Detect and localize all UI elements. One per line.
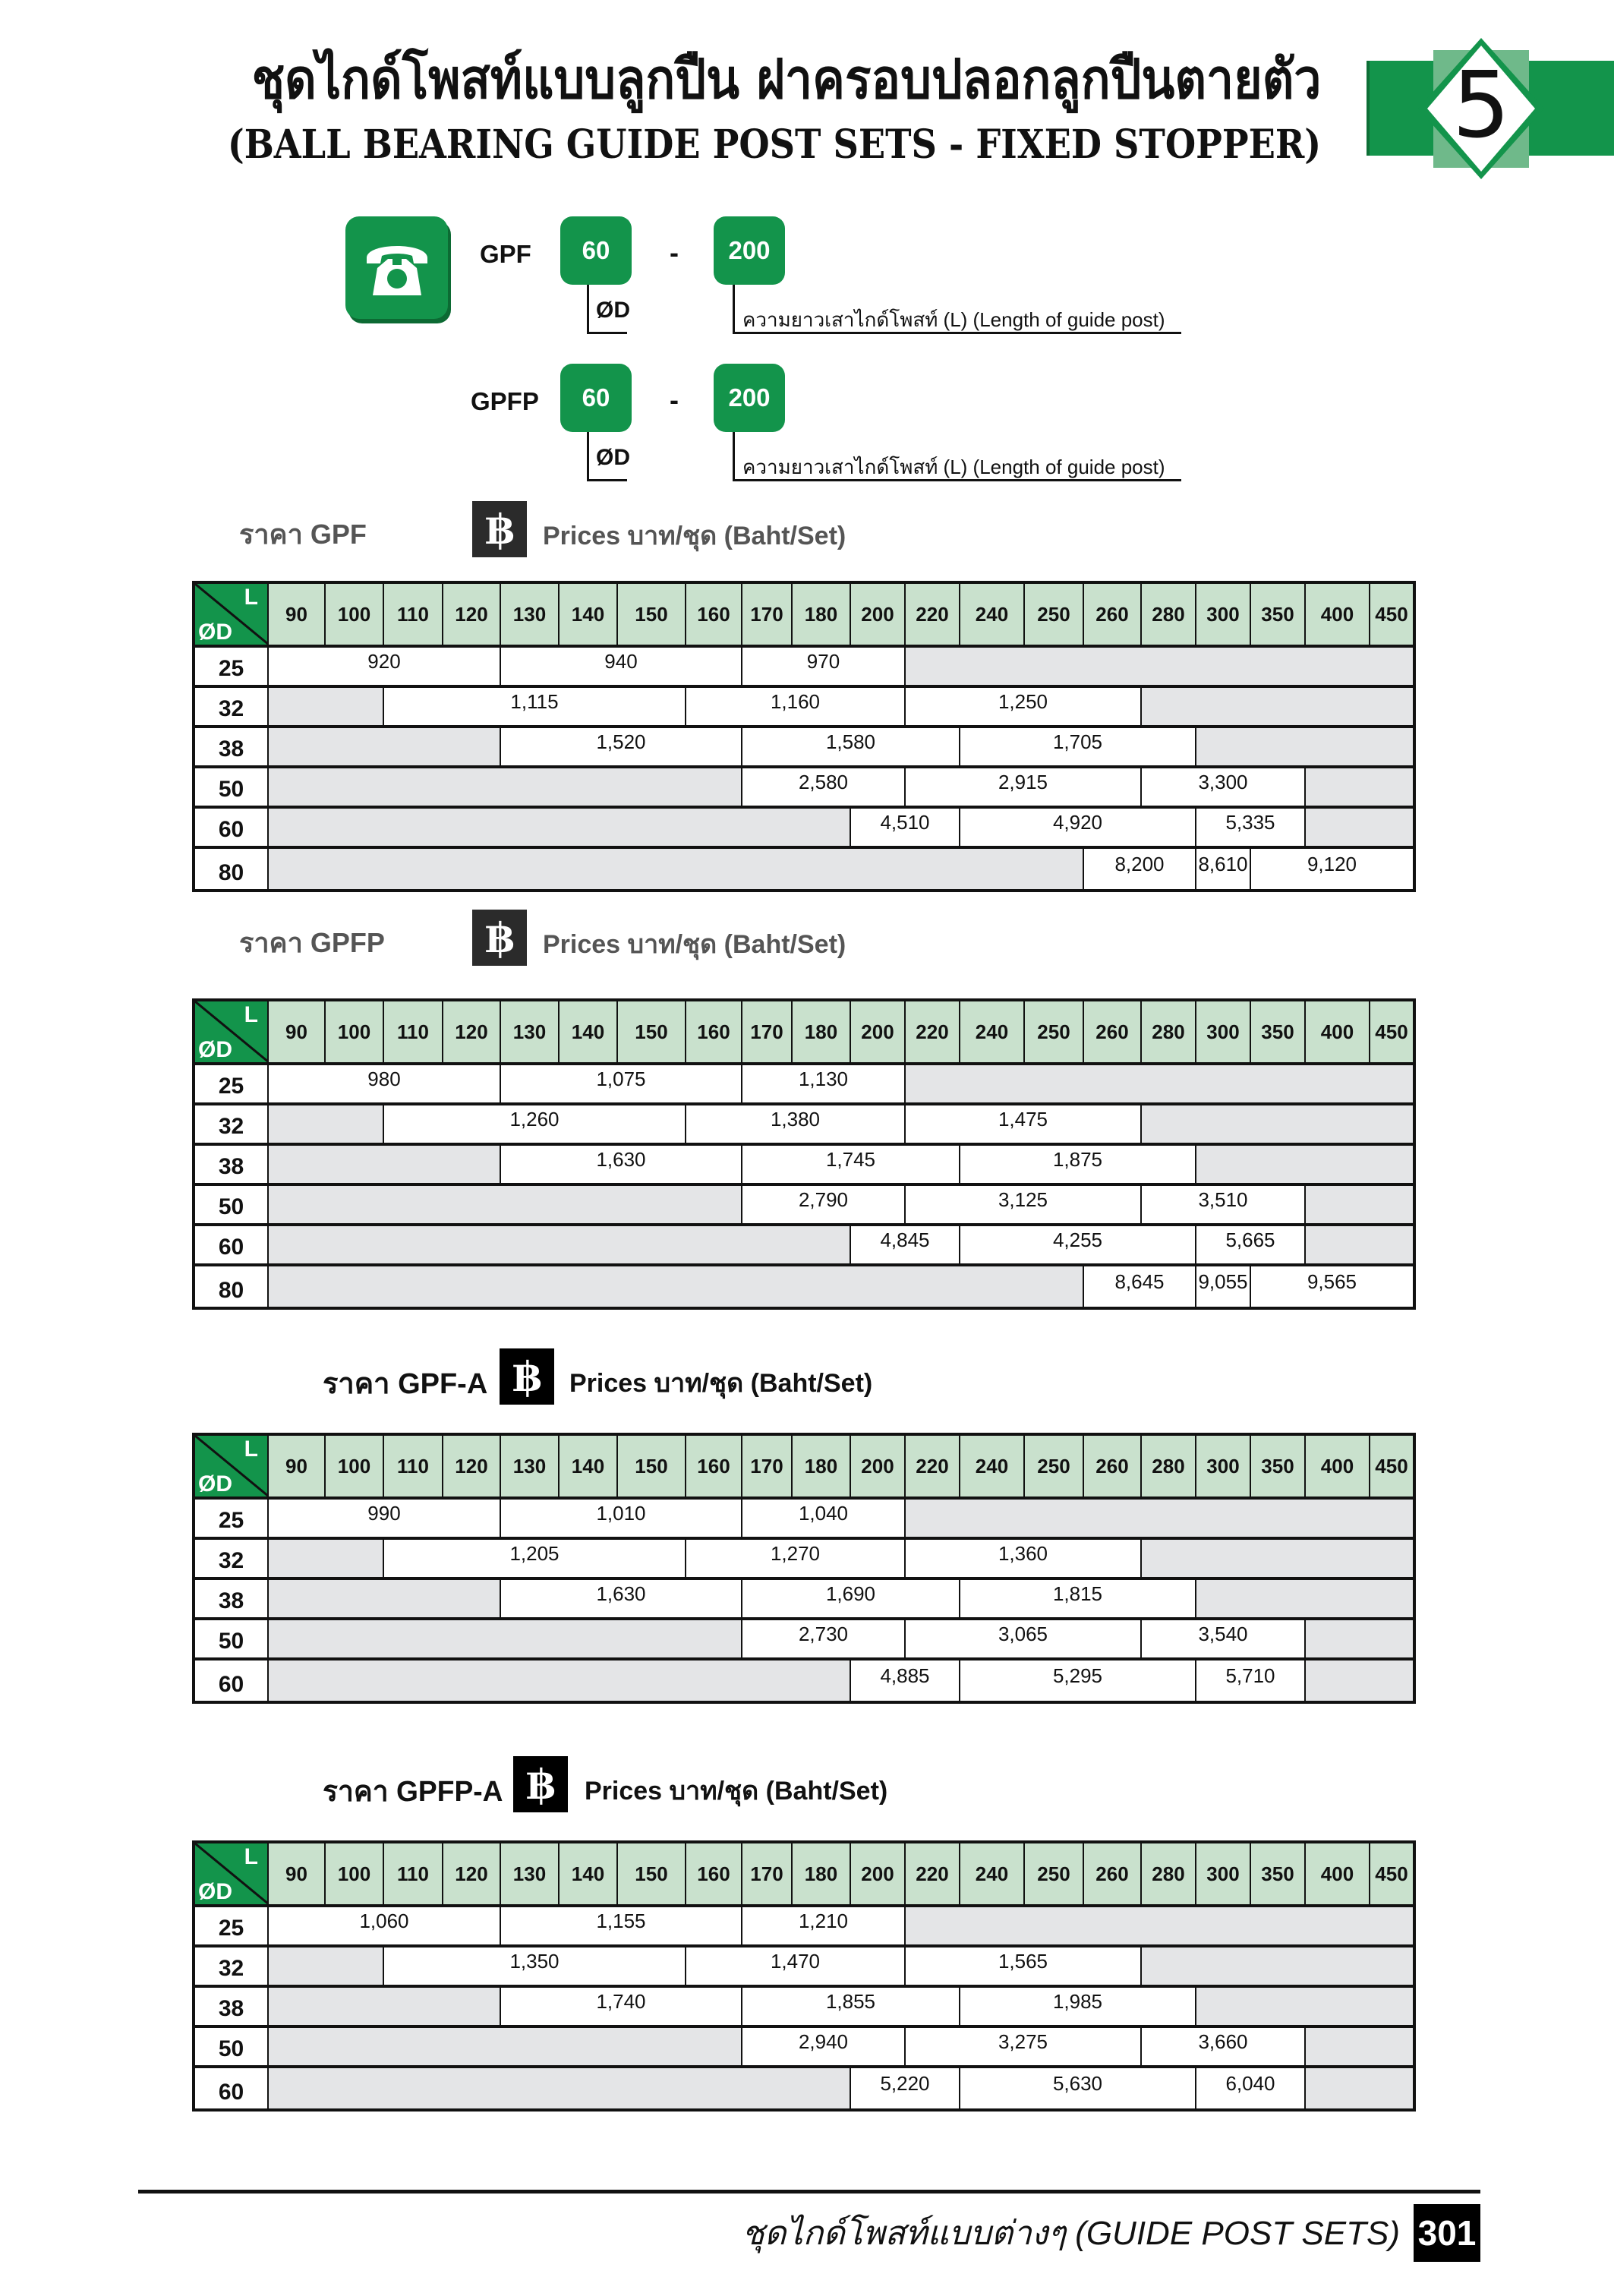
price-cell: 8,200: [1084, 849, 1196, 889]
column-header-170: 170: [742, 1001, 793, 1065]
separator: -: [670, 384, 679, 415]
price-cell: 990: [269, 1500, 501, 1540]
page-title-english: (BALL BEARING GUIDE POST SETS - FIXED STOPPER): [227, 121, 1321, 168]
column-header-250: 250: [1025, 1001, 1084, 1065]
unavailable-cell: [906, 1065, 1413, 1105]
unavailable-cell: [1196, 728, 1413, 768]
column-header-100: 100: [326, 1436, 384, 1500]
price-cell: 1,470: [686, 1948, 906, 1988]
column-header-260: 260: [1084, 584, 1142, 648]
price-cell: 2,940: [742, 2028, 906, 2068]
price-table-gpf-a: [192, 1433, 1416, 1704]
price-cell: 1,690: [742, 1580, 960, 1620]
column-header-450: 450: [1370, 1436, 1413, 1500]
price-cell: 1,260: [384, 1105, 686, 1146]
price-cell: 3,065: [906, 1620, 1142, 1660]
price-cell: 4,885: [851, 1660, 960, 1701]
footer-divider: [138, 2190, 1480, 2194]
unavailable-cell: [1142, 1105, 1413, 1146]
length-axis-label: L: [244, 1002, 258, 1027]
row-label-60: 60: [195, 1660, 269, 1701]
price-cell: 1,740: [501, 1988, 742, 2028]
chapter-badge-edge: [1367, 61, 1370, 156]
length-axis-label: L: [244, 1437, 258, 1462]
diameter-axis-label: ØD: [198, 1037, 232, 1062]
column-header-140: 140: [560, 584, 618, 648]
row-label-25: 25: [195, 648, 269, 688]
price-cell: 4,255: [960, 1226, 1196, 1266]
row-label-50: 50: [195, 2028, 269, 2068]
column-header-300: 300: [1196, 1436, 1251, 1500]
price-cell: 4,845: [851, 1226, 960, 1266]
column-header-90: 90: [269, 584, 326, 648]
price-cell: 1,010: [501, 1500, 742, 1540]
row-label-60: 60: [195, 1226, 269, 1266]
section-title: ราคา GPF: [239, 519, 367, 550]
price-cell: 4,920: [960, 809, 1196, 849]
column-header-120: 120: [443, 1843, 501, 1907]
price-cell: 1,475: [906, 1105, 1142, 1146]
unavailable-cell: [1306, 768, 1413, 809]
column-header-90: 90: [269, 1843, 326, 1907]
row-label-80: 80: [195, 1266, 269, 1307]
column-header-140: 140: [560, 1436, 618, 1500]
price-table-gpf: [192, 581, 1416, 892]
unavailable-cell: [1306, 1660, 1413, 1701]
unavailable-cell: [269, 1620, 742, 1660]
column-header-170: 170: [742, 584, 793, 648]
prices-label: Prices บาท/ชุด (Baht/Set): [585, 1777, 888, 1806]
column-header-120: 120: [443, 1436, 501, 1500]
column-header-400: 400: [1306, 1001, 1370, 1065]
unavailable-cell: [1306, 2068, 1413, 2108]
column-header-260: 260: [1084, 1436, 1142, 1500]
price-cell: 3,540: [1142, 1620, 1306, 1660]
price-cell: 1,155: [501, 1907, 742, 1948]
unavailable-cell: [906, 1500, 1413, 1540]
unavailable-cell: [269, 1186, 742, 1226]
baht-icon: ฿: [500, 1348, 554, 1405]
column-header-260: 260: [1084, 1843, 1142, 1907]
column-header-260: 260: [1084, 1001, 1142, 1065]
column-header-100: 100: [326, 1843, 384, 1907]
corner-header-cell: [195, 1001, 269, 1065]
column-header-120: 120: [443, 1001, 501, 1065]
column-header-300: 300: [1196, 584, 1251, 648]
price-cell: 920: [269, 648, 501, 688]
column-header-240: 240: [960, 1843, 1025, 1907]
price-cell: 3,275: [906, 2028, 1142, 2068]
unavailable-cell: [1142, 688, 1413, 728]
price-cell: 1,060: [269, 1907, 501, 1948]
column-header-350: 350: [1251, 1843, 1306, 1907]
price-cell: 1,520: [501, 728, 742, 768]
row-label-50: 50: [195, 1620, 269, 1660]
column-header-180: 180: [793, 1436, 851, 1500]
separator: -: [670, 237, 679, 268]
column-header-110: 110: [384, 584, 443, 648]
unavailable-cell: [269, 1226, 851, 1266]
price-cell: 1,875: [960, 1146, 1196, 1186]
baht-icon: ฿: [472, 501, 527, 557]
section-title: ราคา GPFP: [239, 927, 385, 958]
price-cell: 1,580: [742, 728, 960, 768]
column-header-90: 90: [269, 1436, 326, 1500]
telephone-icon: [345, 216, 448, 319]
column-header-200: 200: [851, 1843, 906, 1907]
column-header-150: 150: [618, 1001, 686, 1065]
prices-label: Prices บาท/ชุด (Baht/Set): [543, 930, 846, 959]
price-cell: 9,120: [1251, 849, 1413, 889]
model-code: GPFP: [471, 387, 539, 415]
chapter-number: 5: [1452, 53, 1511, 159]
price-cell: 5,220: [851, 2068, 960, 2108]
column-header-150: 150: [618, 584, 686, 648]
length-label: ความยาวเสาไกด์โพสท์ (L) (Length of guide post): [742, 308, 1165, 331]
unavailable-cell: [269, 1146, 501, 1186]
column-header-200: 200: [851, 584, 906, 648]
column-header-160: 160: [686, 1436, 742, 1500]
price-cell: 1,855: [742, 1988, 960, 2028]
unavailable-cell: [1306, 1186, 1413, 1226]
unavailable-cell: [269, 1580, 501, 1620]
column-header-400: 400: [1306, 1843, 1370, 1907]
price-cell: 9,565: [1251, 1266, 1413, 1307]
column-header-250: 250: [1025, 584, 1084, 648]
price-cell: 1,040: [742, 1500, 906, 1540]
unavailable-cell: [269, 1948, 384, 1988]
column-header-180: 180: [793, 584, 851, 648]
column-header-400: 400: [1306, 1436, 1370, 1500]
row-label-60: 60: [195, 809, 269, 849]
column-header-450: 450: [1370, 584, 1413, 648]
price-cell: 1,210: [742, 1907, 906, 1948]
price-cell: 5,665: [1196, 1226, 1306, 1266]
price-cell: 1,250: [906, 688, 1142, 728]
length-axis-label: L: [244, 1844, 258, 1869]
price-cell: 1,075: [501, 1065, 742, 1105]
diameter-label: ØD: [596, 298, 630, 323]
price-cell: 5,710: [1196, 1660, 1306, 1701]
column-header-130: 130: [501, 1001, 560, 1065]
unavailable-cell: [269, 1266, 1084, 1307]
column-header-120: 120: [443, 584, 501, 648]
column-header-200: 200: [851, 1001, 906, 1065]
column-header-180: 180: [793, 1001, 851, 1065]
column-header-140: 140: [560, 1001, 618, 1065]
row-label-38: 38: [195, 1580, 269, 1620]
column-header-160: 160: [686, 1001, 742, 1065]
column-header-250: 250: [1025, 1436, 1084, 1500]
column-header-220: 220: [906, 1843, 960, 1907]
price-cell: 1,630: [501, 1580, 742, 1620]
unavailable-cell: [1142, 1540, 1413, 1580]
row-label-32: 32: [195, 688, 269, 728]
unavailable-cell: [1196, 1988, 1413, 2028]
row-label-25: 25: [195, 1065, 269, 1105]
column-header-130: 130: [501, 1843, 560, 1907]
column-header-170: 170: [742, 1436, 793, 1500]
price-cell: 1,160: [686, 688, 906, 728]
length-box: 200: [714, 364, 785, 432]
row-label-32: 32: [195, 1105, 269, 1146]
column-header-280: 280: [1142, 1436, 1196, 1500]
length-label: ความยาวเสาไกด์โพสท์ (L) (Length of guide post): [742, 456, 1165, 478]
column-header-220: 220: [906, 584, 960, 648]
column-header-280: 280: [1142, 584, 1196, 648]
row-label-80: 80: [195, 849, 269, 889]
row-label-38: 38: [195, 1988, 269, 2028]
prices-label: Prices บาท/ชุด (Baht/Set): [543, 522, 846, 550]
diameter-axis-label: ØD: [198, 1879, 232, 1904]
price-cell: 1,705: [960, 728, 1196, 768]
column-header-130: 130: [501, 584, 560, 648]
column-header-400: 400: [1306, 584, 1370, 648]
unavailable-cell: [269, 1660, 851, 1701]
diameter-axis-label: ØD: [198, 620, 232, 645]
row-label-32: 32: [195, 1948, 269, 1988]
diameter-box: 60: [560, 216, 632, 285]
diameter-box: 60: [560, 364, 632, 432]
column-header-240: 240: [960, 1436, 1025, 1500]
diameter-axis-label: ØD: [198, 1471, 232, 1496]
column-header-250: 250: [1025, 1843, 1084, 1907]
column-header-110: 110: [384, 1436, 443, 1500]
column-header-240: 240: [960, 584, 1025, 648]
corner-header-cell: [195, 1843, 269, 1907]
price-cell: 2,790: [742, 1186, 906, 1226]
section-title: ราคา GPFP-A: [323, 1776, 503, 1808]
unavailable-cell: [906, 1907, 1413, 1948]
unavailable-cell: [269, 1540, 384, 1580]
row-label-25: 25: [195, 1907, 269, 1948]
footer-section-name: ชุดไกด์โพสท์แบบต่างๆ (GUIDE POST SETS): [742, 2215, 1400, 2252]
section-title: ราคา GPF-A: [323, 1368, 488, 1400]
price-cell: 5,335: [1196, 809, 1306, 849]
unavailable-cell: [1142, 1948, 1413, 1988]
price-cell: 5,295: [960, 1660, 1196, 1701]
column-header-160: 160: [686, 584, 742, 648]
price-cell: 2,915: [906, 768, 1142, 809]
unavailable-cell: [1306, 2028, 1413, 2068]
unavailable-cell: [269, 1105, 384, 1146]
price-cell: 1,985: [960, 1988, 1196, 2028]
column-header-220: 220: [906, 1436, 960, 1500]
column-header-300: 300: [1196, 1001, 1251, 1065]
column-header-90: 90: [269, 1001, 326, 1065]
price-cell: 1,350: [384, 1948, 686, 1988]
length-axis-label: L: [244, 585, 258, 610]
column-header-450: 450: [1370, 1001, 1413, 1065]
column-header-200: 200: [851, 1436, 906, 1500]
unavailable-cell: [1306, 1226, 1413, 1266]
row-label-38: 38: [195, 728, 269, 768]
column-header-350: 350: [1251, 1436, 1306, 1500]
column-header-130: 130: [501, 1436, 560, 1500]
price-cell: 1,205: [384, 1540, 686, 1580]
unavailable-cell: [1306, 1620, 1413, 1660]
row-label-38: 38: [195, 1146, 269, 1186]
price-cell: 2,730: [742, 1620, 906, 1660]
price-cell: 1,360: [906, 1540, 1142, 1580]
price-cell: 1,270: [686, 1540, 906, 1580]
column-header-150: 150: [618, 1843, 686, 1907]
baht-icon: ฿: [513, 1756, 568, 1812]
column-header-220: 220: [906, 1001, 960, 1065]
column-header-110: 110: [384, 1843, 443, 1907]
unavailable-cell: [269, 2068, 851, 2108]
column-header-240: 240: [960, 1001, 1025, 1065]
unavailable-cell: [269, 728, 501, 768]
price-cell: 1,380: [686, 1105, 906, 1146]
price-cell: 2,580: [742, 768, 906, 809]
unavailable-cell: [269, 849, 1084, 889]
price-cell: 3,510: [1142, 1186, 1306, 1226]
row-label-50: 50: [195, 768, 269, 809]
unavailable-cell: [1196, 1146, 1413, 1186]
price-cell: 3,300: [1142, 768, 1306, 809]
price-cell: 9,055: [1196, 1266, 1251, 1307]
column-header-300: 300: [1196, 1843, 1251, 1907]
price-cell: 8,610: [1196, 849, 1251, 889]
column-header-170: 170: [742, 1843, 793, 1907]
row-label-50: 50: [195, 1186, 269, 1226]
price-cell: 1,630: [501, 1146, 742, 1186]
diameter-label: ØD: [596, 445, 630, 470]
page-title-thai: ชุดไกด์โพสท์แบบลูกปืน ฝาครอบปลอกลูกปืนตายตัว: [251, 47, 1321, 111]
unavailable-cell: [906, 648, 1413, 688]
column-header-280: 280: [1142, 1001, 1196, 1065]
corner-header-cell: [195, 584, 269, 648]
corner-header-cell: [195, 1436, 269, 1500]
column-header-280: 280: [1142, 1843, 1196, 1907]
column-header-350: 350: [1251, 1001, 1306, 1065]
price-table-gpfp-a: [192, 1840, 1416, 2112]
price-cell: 940: [501, 648, 742, 688]
unavailable-cell: [269, 688, 384, 728]
baht-icon: ฿: [472, 910, 527, 966]
row-label-60: 60: [195, 2068, 269, 2108]
row-label-32: 32: [195, 1540, 269, 1580]
price-cell: 6,040: [1196, 2068, 1306, 2108]
page-number: 301: [1414, 2204, 1480, 2262]
column-header-160: 160: [686, 1843, 742, 1907]
price-cell: 1,130: [742, 1065, 906, 1105]
unavailable-cell: [269, 1988, 501, 2028]
unavailable-cell: [269, 809, 851, 849]
price-cell: 3,660: [1142, 2028, 1306, 2068]
column-header-350: 350: [1251, 584, 1306, 648]
unavailable-cell: [269, 768, 742, 809]
price-cell: 3,125: [906, 1186, 1142, 1226]
column-header-450: 450: [1370, 1843, 1413, 1907]
column-header-180: 180: [793, 1843, 851, 1907]
prices-label: Prices บาท/ชุด (Baht/Set): [569, 1369, 873, 1398]
price-cell: 1,745: [742, 1146, 960, 1186]
column-header-110: 110: [384, 1001, 443, 1065]
price-cell: 970: [742, 648, 906, 688]
model-code: GPF: [480, 240, 531, 268]
column-header-140: 140: [560, 1843, 618, 1907]
price-cell: 1,565: [906, 1948, 1142, 1988]
price-cell: 8,645: [1084, 1266, 1196, 1307]
row-label-25: 25: [195, 1500, 269, 1540]
price-table-gpfp: [192, 998, 1416, 1310]
column-header-100: 100: [326, 1001, 384, 1065]
unavailable-cell: [1306, 809, 1413, 849]
column-header-100: 100: [326, 584, 384, 648]
price-cell: 1,115: [384, 688, 686, 728]
length-box: 200: [714, 216, 785, 285]
price-cell: 980: [269, 1065, 501, 1105]
price-cell: 4,510: [851, 809, 960, 849]
unavailable-cell: [269, 2028, 742, 2068]
price-cell: 5,630: [960, 2068, 1196, 2108]
column-header-150: 150: [618, 1436, 686, 1500]
unavailable-cell: [1196, 1580, 1413, 1620]
price-cell: 1,815: [960, 1580, 1196, 1620]
